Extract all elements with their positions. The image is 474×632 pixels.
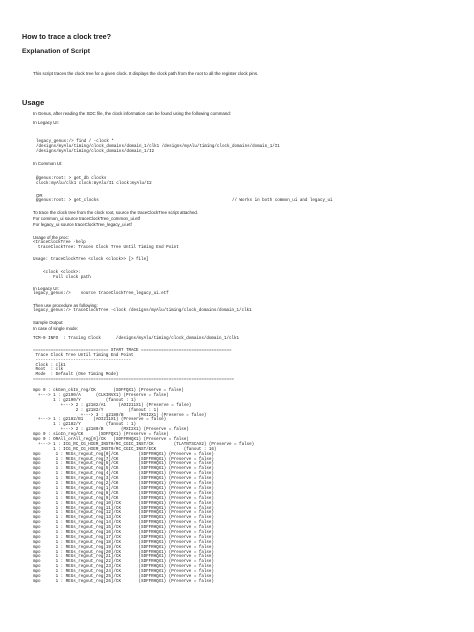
- trace-output-line: mpo 1 : REGs_regout_reg[16]/CK (SDFFRHQX1) (Preserve = false): [33, 530, 214, 535]
- usage-heading: Usage: [22, 98, 45, 107]
- legacy-ui-source-note: For legacy_ui source traceClockTree_legacy_ui.etf: [33, 222, 132, 227]
- legacy-find-output-2: /designs/myAlu/timing/clock_domains/domain_1/I2: [36, 150, 155, 154]
- trace-clock-tree-command: legacy_genus:/> traceClockTree -clock /designs/myAlu/timing/clock_domains/domain_1/clk1: [33, 309, 252, 313]
- trace-output-line: mpo 1 : REGs_regout_reg[21]/CK (SDFFRHQX1) (Preserve = false): [33, 555, 214, 560]
- trace-output-line: mpo 1 : REGs_regout_reg[24]/CK (SDFFRHQX1) (Preserve = false): [33, 570, 214, 575]
- single-mode-label: In case of single mode:: [33, 326, 79, 331]
- tcm-info-line: TCM-0 INFO : Tracing Clock /designs/myAlu/timing/clock_domains/domain_1/clk1: [33, 337, 240, 341]
- trace-output-line: mpo 1 : REGs_regout_reg[0]/CK (SDFFRHQX1) (Preserve = false): [33, 452, 214, 457]
- common-get-clocks-command: @genus:root: > get_clocks: [36, 199, 99, 203]
- trace-header-2: --------------------------------------: [33, 358, 132, 363]
- or-label: OR: [36, 193, 43, 198]
- proc-help-line-1: <traceClockTree -help: [33, 241, 86, 245]
- trace-header-1: Trace Clock Tree Until Timing End Point: [33, 353, 134, 358]
- trace-output-line: 1 : ICG_RC_CG_HIER_INST0/RC_CGIC_INST/ECK (fanout : 16): [33, 447, 217, 452]
- trace-output-line: +---> 1 : g2182/B1 (AOI211X1) (Preserve = false): [33, 418, 167, 423]
- trace-output-line: mpo 1 : REGs_regout_reg[26]/CK (SDFFRHQX1) (Preserve = false): [33, 579, 214, 584]
- page-title: How to trace a clock tree?: [22, 32, 112, 41]
- trace-output-line: mpo 1 : REGs_regout_reg[25]/CK (SDFFRHQX1) (Preserve = false): [33, 574, 214, 579]
- legacy-source-command: legacy_genus:/> source traceClockTree_legacy_ui.etf: [33, 292, 169, 296]
- get-clocks-comment: // Works in both common_ui and legacy_ui: [232, 199, 333, 203]
- trace-output-line: mpo 1 : REGs_regout_reg[8]/CK (SDFFRHQX1) (Preserve = false): [33, 491, 214, 496]
- trace-output-line: mpo 1 : REGs_regout_reg[11]/CK (SDFFRHQX1) (Preserve = false): [33, 506, 214, 511]
- trace-output-line: +---> 1 : ICG_RC_CG_HIER_INST0/RC_CGIC_INST/CK (TLATNTSCAX2) (Preserve = false): [33, 442, 255, 447]
- trace-output-line: mpo 0 : sioIn_reg/CK (SDFFQX1) (Preserve = false): [33, 433, 169, 438]
- trace-output-line: mpo 1 : REGs_regout_reg[23]/CK (SDFFRHQX1) (Preserve = false): [33, 565, 214, 570]
- trace-output-line: mpo 1 : REGs_regout_reg[20]/CK (SDFFRHQX1) (Preserve = false): [33, 550, 214, 555]
- trace-header-mode: Mode : Default (One Timing Mode): [33, 373, 119, 378]
- proc-help-line-2: traceClockTree: Traces Clock Tree Until Timing End Point: [33, 246, 179, 250]
- trace-output-line: 1 : g2182/Y (fanout : 1): [33, 423, 137, 428]
- trace-output-line: mpo 1 : REGs_regout_reg[5]/CK (SDFFRHQX1) (Preserve = false): [33, 467, 214, 472]
- start-trace-rule: ============================== START TRACE ====================================: [33, 348, 232, 353]
- legacy-find-output-1: /designs/myAlu/timing/clock_domains/domain_1/clk1 /designs/myAlu/timing/clock_domains/domain_1/I1: [36, 145, 280, 149]
- trace-output-line: 2 : g2182/Y (fanout : 1): [33, 408, 159, 413]
- sample-output-label: Sample Output:: [33, 320, 64, 325]
- trace-output-line: mpo 1 : REGs_regout_reg[17]/CK (SDFFRHQX1) (Preserve = false): [33, 535, 214, 540]
- explanation-text: This script traces the clock tree for a given clock. It displays the clock path from the root to all the register clock pins.: [33, 71, 259, 76]
- legacy-ui-label-2: In Legacy UI:: [33, 286, 59, 291]
- trace-output-line: mpo 1 : REGs_regout_reg[15]/CK (SDFFRHQX1) (Preserve = false): [33, 526, 214, 531]
- proc-clock-arg-desc: Full clock path: [33, 276, 91, 280]
- explanation-heading: Explanation of Script: [22, 48, 90, 55]
- trace-lines: [33, 389, 363, 585]
- legacy-ui-label: In Legacy UI:: [33, 120, 59, 125]
- usage-of-proc-label: Usage of the proc:: [33, 235, 69, 240]
- trace-instructions: To trace the clock tree from the clock root, source the traceClockTree script attached.: [33, 210, 199, 215]
- trace-output-line: +---> 1 : g2190/A (CLKINVX1) (Preserve = false): [33, 394, 169, 399]
- trace-output-line: +---> 3 : g2180/B (MXI2X1) (Preserve = false): [33, 413, 207, 418]
- trace-output-line: mpo 1 : REGs_regout_reg[4]/CK (SDFFRHQX1) (Preserve = false): [33, 472, 214, 477]
- trace-output-line: 1 : g2190/Y (fanout : 1): [33, 398, 137, 403]
- trace-output-line: mpo 1 : REGs_regout_reg[3]/CK (SDFFRHQX1) (Preserve = false): [33, 477, 214, 482]
- trace-header-root: Root : clk: [33, 368, 64, 373]
- proc-usage-line: Usage: traceClockTree <clock <clock>> [> file]: [33, 258, 149, 262]
- trace-output-line: mpo 1 : REGs_regout_reg[19]/CK (SDFFRHQX1) (Preserve = false): [33, 545, 214, 550]
- trace-output-line: mpo 1 : REGs_regout_reg[13]/CK (SDFFRHQX1) (Preserve = false): [33, 516, 214, 521]
- trace-output-line: mpo 1 : REGs_regout_reg[1]/CK (SDFFRHQX1) (Preserve = false): [33, 486, 214, 491]
- trace-output-line: mpo 1 : REGs_regout_reg[10]/CK (SDFFRHQX1) (Preserve = false): [33, 501, 214, 506]
- trace-output-line: mpo 0 : ORAll_orAll_reg[0]/CK (SDFFRHQX1) (Preserve = false): [33, 438, 189, 443]
- trace-output-line: mpo 0 : ckGen_ckIn_reg/CK (SDFFQX1) (Preserve = false): [33, 389, 184, 394]
- then-use-label: Then use procedure as following:: [33, 303, 98, 308]
- trace-output-line: mpo 1 : REGs_regout_reg[12]/CK (SDFFRHQX1) (Preserve = false): [33, 511, 214, 516]
- trace-mid-rule: ================================================================================: [33, 378, 235, 383]
- common-get-db-output: clock:myAlu/clk1 clock:myAlu/I1 clock:myAlu/I2: [36, 182, 152, 186]
- proc-clock-arg: <clock <clock>:: [33, 271, 81, 275]
- trace-output-line: mpo 1 : REGs_regout_reg[7]/CK (SDFFRHQX1) (Preserve = false): [33, 457, 214, 462]
- trace-output-line: +---> 2 : g2180/B (MXI2X1) (Preserve = false): [33, 428, 189, 433]
- trace-output-line: mpo 1 : REGs_regout_reg[9]/CK (SDFFRHQX1) (Preserve = false): [33, 496, 214, 501]
- common-ui-source-note: For common_ui source traceClockTree_common_ui.etf: [33, 216, 140, 221]
- common-get-db-command: @genus:root: > get_db clocks: [36, 177, 107, 181]
- usage-intro: In Genus, after reading the SDC file, the clock information can be found using the following command:: [33, 111, 231, 116]
- common-ui-label: In Common UI:: [33, 161, 63, 166]
- trace-header-clock: Clock : clk1: [33, 363, 66, 368]
- trace-output-line: +---> 2 : g2182/A1 (AOI211X1) (Preserve = false): [33, 403, 192, 408]
- trace-output-line: mpo 1 : REGs_regout_reg[2]/CK (SDFFRHQX1) (Preserve = false): [33, 482, 214, 487]
- legacy-find-command: legacy_genus:/> find / -clock *: [36, 140, 114, 144]
- trace-output-line: mpo 1 : REGs_regout_reg[14]/CK (SDFFRHQX1) (Preserve = false): [33, 521, 214, 526]
- sample-output-block: [33, 337, 363, 585]
- trace-output-line: mpo 1 : REGs_regout_reg[6]/CK (SDFFRHQX1) (Preserve = false): [33, 462, 214, 467]
- trace-output-line: mpo 1 : REGs_regout_reg[18]/CK (SDFFRHQX1) (Preserve = false): [33, 540, 214, 545]
- trace-output-line: mpo 1 : REGs_regout_reg[22]/CK (SDFFRHQX1) (Preserve = false): [33, 560, 214, 565]
